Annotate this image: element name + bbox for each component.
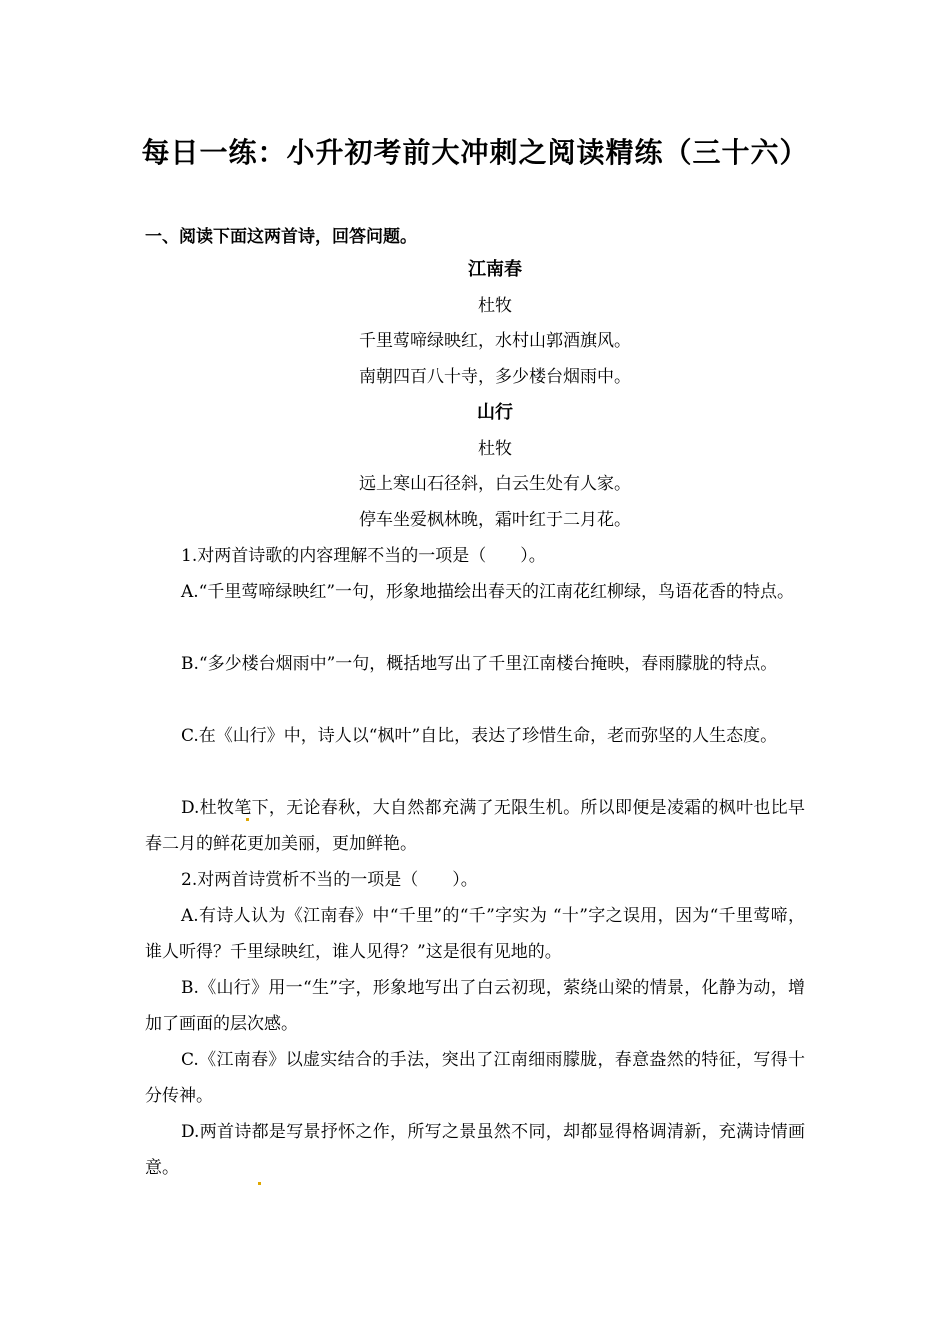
question-option: B.《山行》用一“生”字，形象地写出了白云初现，萦绕山梁的情景，化静为动，增加了画面的层次感。 — [145, 978, 805, 1034]
section-heading: 一、阅读下面这两首诗，回答问题。 — [145, 227, 417, 247]
poem-title: 江南春 — [468, 259, 522, 280]
poem-line: 停车坐爱枫林晚，霜叶红于二月花。 — [359, 510, 631, 530]
poem-line: 南朝四百八十寺，多少楼台烟雨中。 — [359, 367, 631, 387]
question-option: D.杜牧笔下，无论春秋，大自然都充满了无限生机。所以即便是凌霜的枫叶也比早春二月的鲜花更加美丽，更加鲜艳。 — [145, 798, 805, 854]
question-option: A.“千里莺啼绿映红”一句，形象地描绘出春天的江南花红柳绿，鸟语花香的特点。 — [181, 582, 795, 602]
scan-mark — [246, 818, 249, 821]
question-stem: 1.对两首诗歌的内容理解不当的一项是（ ）。 — [181, 546, 546, 566]
poem-line: 千里莺啼绿映红，水村山郭酒旗风。 — [359, 331, 631, 351]
page-title: 每日一练：小升初考前大冲刺之阅读精练（三十六） — [141, 136, 809, 169]
question-option: B.“多少楼台烟雨中”一句，概括地写出了千里江南楼台掩映，春雨朦胧的特点。 — [181, 654, 778, 674]
question-option: C.在《山行》中，诗人以“枫叶”自比，表达了珍惜生命，老而弥坚的人生态度。 — [181, 726, 778, 746]
question-option: C.《江南春》以虚实结合的手法，突出了江南细雨朦胧，春意盎然的特征，写得十分传神。 — [145, 1050, 805, 1106]
poem-author: 杜牧 — [478, 439, 512, 459]
question-stem: 2.对两首诗赏析不当的一项是（ ）。 — [181, 870, 478, 890]
poem-author: 杜牧 — [478, 296, 512, 316]
question-option: A.有诗人认为《江南春》中“千里”的“千”字实为 “十”字之误用，因为“千里莺啼，谁人听得？千里绿映红，谁人见得？”这是很有见地的。 — [145, 906, 805, 962]
poem-line: 远上寒山石径斜，白云生处有人家。 — [359, 474, 631, 494]
question-option: D.两首诗都是写景抒怀之作，所写之景虽然不同，却都显得格调清新，充满诗情画意。 — [145, 1122, 805, 1178]
poem-title: 山行 — [477, 402, 513, 423]
scan-mark — [258, 1182, 261, 1185]
